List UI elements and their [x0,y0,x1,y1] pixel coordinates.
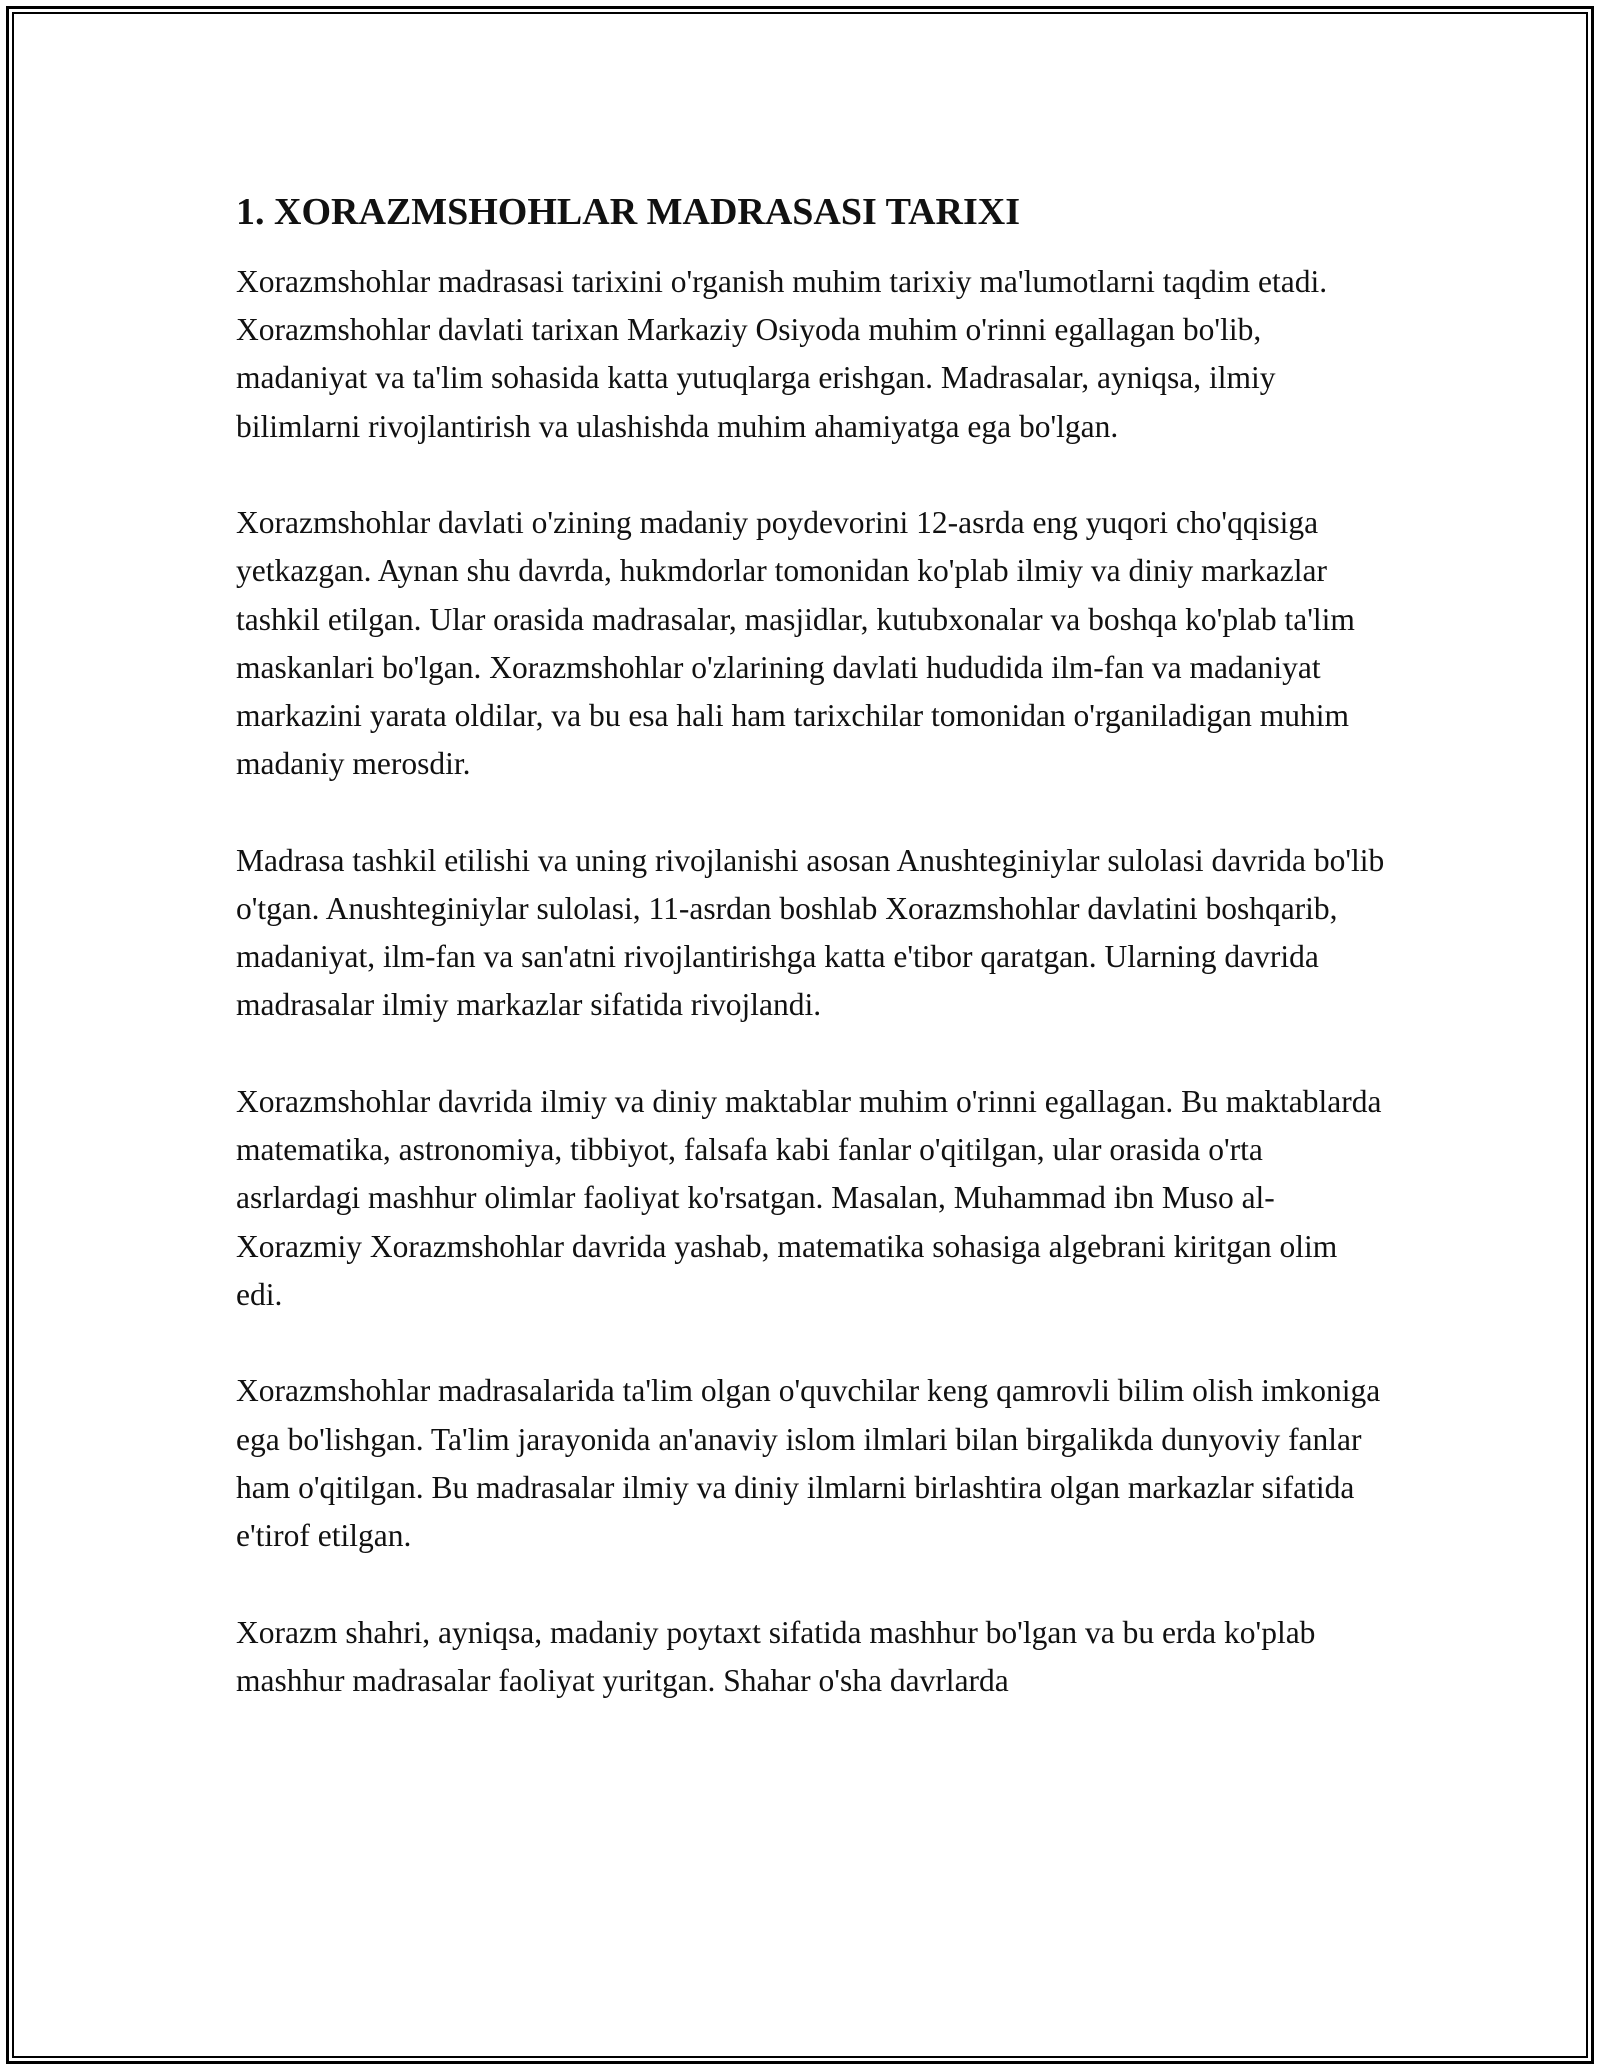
paragraph-4: Xorazmshohlar davrida ilmiy va diniy maktablar muhim o'rinni egallagan. Bu maktablarda matematika, astronomiya, tibbiyot, falsafa kabi fanlar o'qitilgan, ular orasida o'rta asrlardagi mashhur olimlar faoliyat ko'rsatgan. Masalan, Muhammad ibn Muso al-Xorazmiy Xorazmshohlar davrida yashab, matematika sohasiga algebrani kiritgan olim edi. [236,1084,1382,1312]
document-body [236,188,1386,1705]
paragraph-2: Xorazmshohlar davlati o'zining madaniy poydevorini 12-asrda eng yuqori cho'qqisiga yetkazgan. Aynan shu davrda, hukmdorlar tomonidan ko'plab ilmiy va diniy markazlar tashkil etilgan. Ular orasida madrasalar, masjidlar, kutubxonalar va boshqa ko'plab ta'lim maskanlari bo'lgan. Xorazmshohlar o'zlarining davlati hududida ilm-fan va madaniyat markazini yarata oldilar, va bu esa hali ham tarixchilar tomonidan o'rganiladigan muhim madaniy merosdir. [236,505,1355,782]
paragraph-6: Xorazm shahri, ayniqsa, madaniy poytaxt sifatida mashhur bo'lgan va bu erda ko'plab mashhur madrasalar faoliyat yuritgan. Shahar o'sha davrlarda [236,1614,1316,1698]
paragraph-3: Madrasa tashkil etilishi va uning rivojlanishi asosan Anushteginiylar sulolasi davrida bo'lib o'tgan. Anushteginiylar sulolasi, 11-asrdan boshlab Xorazmshohlar davlatini boshqarib, madaniyat, ilm-fan va san'atni rivojlantirishga katta e'tibor qaratgan. Ularning davrida madrasalar ilmiy markazlar sifatida rivojlandi. [236,842,1385,1023]
paragraph-5: Xorazmshohlar madrasalarida ta'lim olgan o'quvchilar keng qamrovli bilim olish imkoniga ega bo'lishgan. Ta'lim jarayonida an'anaviy islom ilmlari bilan birgalikda dunyoviy fanlar ham o'qitilgan. Bu madrasalar ilmiy va diniy ilmlarni birlashtira olgan markazlar sifatida e'tirof etilgan. [236,1373,1381,1554]
document-title: 1. XORAZMSHOHLAR MADRASASI TARIXI [236,191,1021,233]
paragraph-1: Xorazmshohlar madrasasi tarixini o'rganish muhim tarixiy ma'lumotlarni taqdim etadi. Xorazmshohlar davlati tarixan Markaziy Osiyoda muhim o'rinni egallagan bo'lib, madaniyat va ta'lim sohasida katta yutuqlarga erishgan. Madrasalar, ayniqsa, ilmiy bilimlarni rivojlantirish va ulashishda muhim ahamiyatga ega bo'lgan. [236,264,1328,444]
